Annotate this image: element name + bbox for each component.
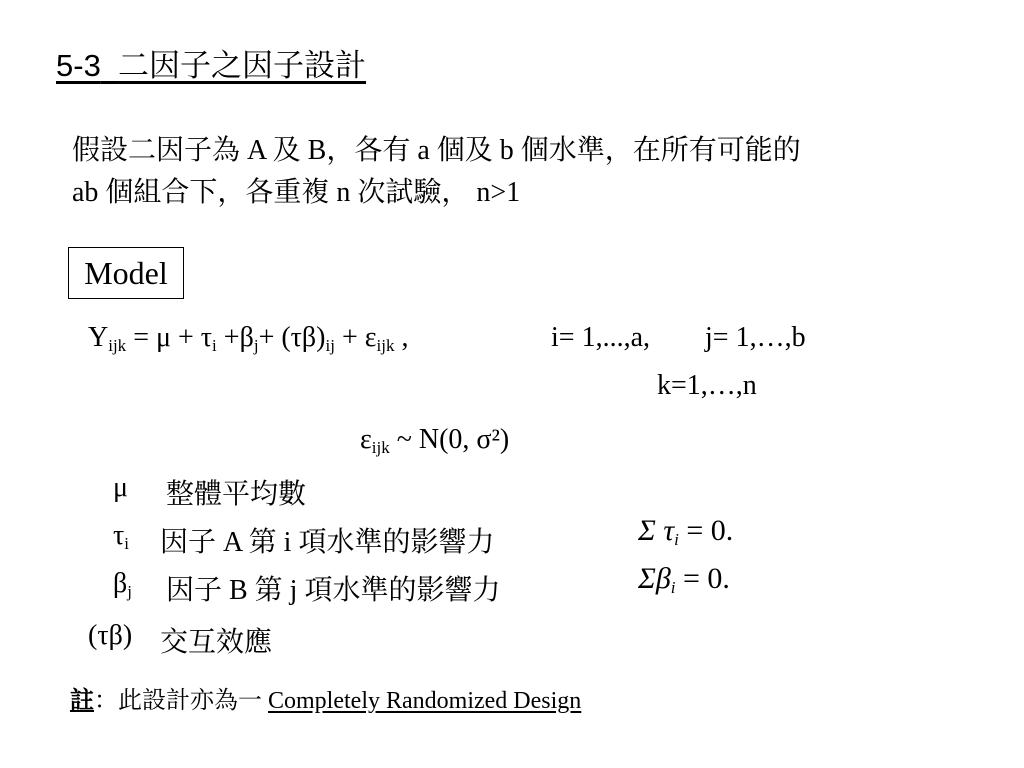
range-j: j= 1,…,b [705, 322, 806, 353]
constraint-beta-rest: = 0. [675, 562, 730, 595]
def-beta-sub: j [127, 582, 132, 601]
def-tau-sym: τ [113, 520, 125, 551]
eq-mu-tau: = μ + τ [126, 322, 213, 353]
eq-y: Y [88, 322, 109, 353]
def-beta-desc: 因子 B 第 j 項水準的影響力 [166, 575, 501, 606]
eq-sub-ij: ij [325, 336, 335, 355]
eq-comma: , [394, 322, 409, 353]
model-label-box [68, 247, 184, 299]
footnote-term: Completely Randomized Design [268, 688, 582, 714]
eq-sub-i: i [212, 336, 217, 355]
intro-line-2: ab 個組合下，各重複 n 次試驗， n>1 [72, 177, 521, 208]
eq-beta: +β [216, 322, 254, 353]
eq-epsilon: + ε [334, 322, 377, 353]
model-label: Model [84, 255, 168, 291]
def-mu-symbol: μ [113, 472, 129, 503]
section-number: 5-3 [56, 48, 101, 83]
footnote [70, 680, 581, 715]
eq-sub-ijk: ijk [108, 336, 127, 355]
error-eps: ε [360, 424, 372, 455]
page-title [56, 40, 366, 85]
constraint-tau-sub: i [674, 530, 679, 549]
section-title: 二因子之因子設計 [118, 48, 367, 84]
constraint-tau-sym: Σ τ [638, 514, 675, 547]
footnote-text: ：此設計亦為一 [94, 688, 268, 714]
def-beta-sym: β [113, 568, 128, 599]
constraint-tau-rest: = 0. [678, 514, 734, 547]
def-tau-symbol [113, 520, 129, 554]
def-tau-sub: i [124, 534, 129, 553]
constraint-beta-sym: Σβ [638, 562, 671, 595]
def-beta-symbol [113, 568, 132, 602]
def-tau-desc: 因子 A 第 i 項水準的影響力 [160, 527, 495, 558]
range-i: i= 1,...,a, [551, 322, 650, 353]
eq-sub-j: j [253, 336, 259, 355]
def-interaction-symbol: (τβ) [88, 620, 133, 651]
def-interaction-desc: 交互效應 [160, 627, 273, 658]
error-sub: ijk [371, 438, 390, 457]
constraint-beta-sub: i [670, 578, 676, 597]
footnote-label: 註 [70, 688, 94, 714]
intro-line-1: 假設二因子為 A 及 B，各有 a 個及 b 個水準，在所有可能的 [72, 135, 801, 166]
def-mu-desc: 整體平均數 [166, 479, 307, 510]
model-equation [88, 322, 408, 356]
error-rest: ~ N(0, σ²) [389, 424, 510, 455]
eq-sub-ijk-2: ijk [376, 336, 395, 355]
constraint-tau [638, 514, 733, 550]
range-k: k=1,…,n [657, 370, 757, 401]
eq-tau-beta: + (τβ) [258, 322, 326, 353]
constraint-beta [638, 562, 730, 598]
error-distribution [360, 424, 509, 458]
